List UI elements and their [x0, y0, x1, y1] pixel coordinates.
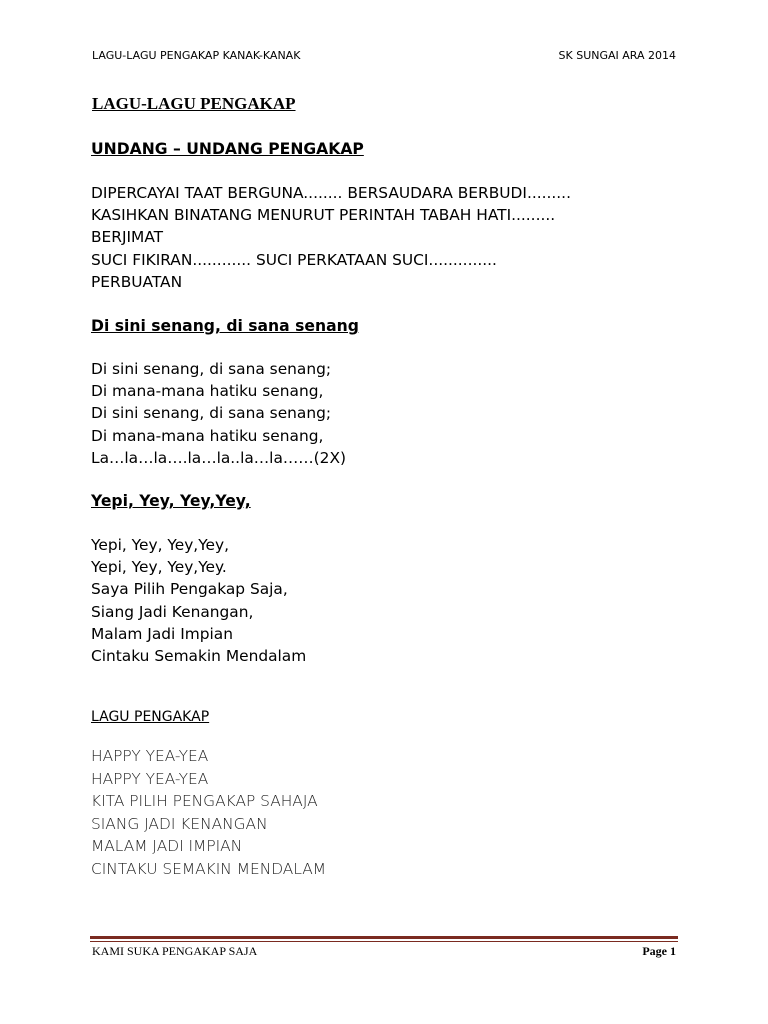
lyric-line: Di mana-mana hatiku senang,: [91, 382, 324, 401]
section-heading-lagu-pengakap: LAGU PENGAKAP: [91, 709, 210, 725]
lyric-line: Cintaku Semakin Mendalam: [91, 647, 307, 666]
lyric-line: SIANG JADI KENANGAN: [91, 814, 268, 833]
header-left: LAGU-LAGU PENGAKAP KANAK-KANAK: [92, 49, 301, 62]
section-body-di-sini-senang: [91, 358, 691, 469]
section-body-yepi: [91, 534, 691, 667]
lyric-line: SUCI FIKIRAN............ SUCI PERKATAAN SUCI..............: [91, 250, 497, 269]
lyric-line: HAPPY YEA-YEA: [91, 747, 209, 765]
footer-rule-thin: [90, 941, 678, 942]
lyric-line: Di sini senang, di sana senang;: [91, 404, 332, 423]
lyric-line: MALAM JADI IMPIAN: [91, 837, 243, 856]
page-number: Page 1: [642, 944, 676, 958]
section-heading-undang: UNDANG – UNDANG PENGAKAP: [91, 140, 364, 158]
lyric-line: KASIHKAN BINATANG MENURUT PERINTAH TABAH HATI.........: [91, 206, 556, 225]
lyric-line: CINTAKU SEMAKIN MENDALAM: [91, 859, 327, 878]
footer-left: KAMI SUKA PENGAKAP SAJA: [92, 944, 258, 958]
lyric-line: Malam Jadi Impian: [91, 624, 233, 643]
lyric-line: Siang Jadi Kenangan,: [91, 602, 254, 621]
lyric-line: KITA PILIH PENGAKAP SAHAJA: [91, 792, 318, 811]
lyric-line: Saya Pilih Pengakap Saja,: [91, 580, 288, 599]
lyric-line: DIPERCAYAI TAAT BERGUNA........ BERSAUDARA BERBUDI.........: [91, 184, 571, 202]
lyric-line: Yepi, Yey, Yey,Yey.: [91, 558, 227, 577]
header-right: SK SUNGAI ARA 2014: [558, 49, 676, 62]
lyric-line: Di mana-mana hatiku senang,: [91, 426, 324, 445]
lyric-line: Di sini senang, di sana senang;: [91, 360, 332, 378]
section-heading-di-sini-senang: Di sini senang, di sana senang: [91, 317, 359, 335]
lyric-line: HAPPY YEA-YEA: [91, 769, 209, 788]
lyric-line: PERBUATAN: [91, 272, 183, 291]
lyric-line: La…la…la….la…la..la…la……(2X): [91, 448, 347, 467]
section-heading-yepi: Yepi, Yey, Yey,Yey,: [91, 492, 251, 510]
lyric-line: BERJIMAT: [91, 228, 164, 247]
section-body-lagu-pengakap: [91, 745, 691, 881]
section-body-undang: [91, 182, 691, 293]
footer-rule-thick: [90, 936, 678, 939]
page-title: LAGU-LAGU PENGAKAP: [92, 94, 296, 113]
lyric-line: Yepi, Yey, Yey,Yey,: [91, 536, 230, 554]
